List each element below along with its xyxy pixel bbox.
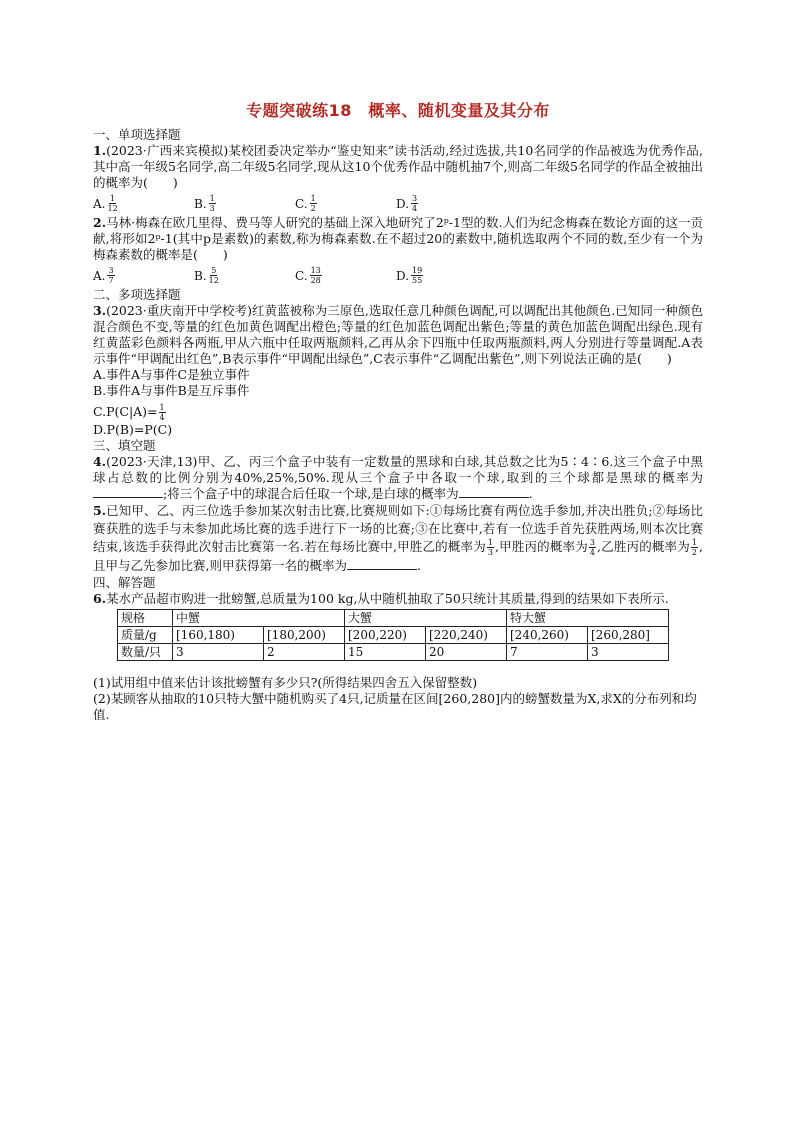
fraction: $\frac{1}{4}$ [159, 403, 165, 422]
crab-table [117, 609, 669, 661]
table-cell: 质量/g [118, 627, 173, 644]
question-number: 6. [93, 591, 107, 606]
option-d: D. $\frac{19}{55}$ [396, 266, 423, 285]
question-4: 4.(2023·天津,13)甲、乙、丙三个盒子中装有一定数量的黑球和白球,其总数之比为5∶4∶6.这三个盒子中黑球占总数的比例分别为40%,25%,50%.现从三个盒子中各取一个球,取到的三个球都是黑球的概率为;将三个盒子中的球混合后任取一个球,是白球的概率为 . [93, 454, 703, 501]
answer-blank[interactable] [347, 558, 417, 570]
question-text: 马林·梅森在欧几里得、费马等人研究的基础上深入地研究了2ᵖ-1型的数.人们为纪念梅森在数论方面的这一贡献,将形如2ᵖ-1(其中p是素数)的素数,称为梅森素数.在不超过20的素数中,随机选取两个不同的数,至少有一个为梅森素数的概率是( ) [93, 215, 703, 262]
answer-blank[interactable] [459, 486, 529, 498]
question-2-options [93, 266, 703, 285]
table-row [118, 610, 669, 627]
question-3 [93, 303, 703, 367]
option-b: B. $\frac{1}{3}$ [194, 194, 215, 213]
table-cell: [260,280] [588, 627, 669, 644]
option-a: A. $\frac{1}{12}$ [93, 194, 118, 213]
fraction: $\frac{1}{12}$ [107, 194, 118, 213]
fraction: $\frac{1}{2}$ [310, 194, 316, 213]
question-number: 5. [93, 503, 107, 518]
fraction: $\frac{19}{55}$ [412, 266, 423, 285]
fraction: $\frac{5}{12}$ [208, 266, 219, 285]
fraction: $\frac{1}{3}$ [209, 194, 215, 213]
table-cell: 7 [507, 644, 588, 661]
fraction: $\frac{3}{4}$ [589, 538, 595, 557]
question-text: (2023·广西来宾模拟)某校团委决定举办“鉴史知来”读书活动,经过选拔,共10名同学的作品被选为优秀作品,其中高一年级5名同学,高二年级5名同学,现从这10个优秀作品中随机抽7个,则高二年级5名同学的作品全被抽出的概率为( ) [93, 143, 703, 190]
option-a: A.事件A与事件C是独立事件 [93, 367, 250, 382]
fraction: $\frac{13}{28}$ [310, 266, 321, 285]
fraction: $\frac{1}{2}$ [691, 538, 698, 557]
page-title: 专题突破练18 概率、随机变量及其分布 [246, 101, 550, 120]
question-number: 4. [93, 454, 107, 469]
table-row [118, 644, 669, 661]
table-cell: 大蟹 [345, 610, 507, 627]
table-cell: [180,200) [264, 627, 345, 644]
option-c: C. $\frac{1}{2}$ [295, 194, 316, 213]
table-cell: [160,180) [173, 627, 264, 644]
table-cell: 规格 [118, 610, 173, 627]
question-1-options [93, 194, 703, 213]
table-cell: 3 [173, 644, 264, 661]
fraction: $\frac{3}{4}$ [412, 194, 418, 213]
option-d: D.P(B)=P(C) [93, 422, 173, 437]
section-answer: 四、解答题 [93, 575, 156, 590]
option-a: A. $\frac{3}{7}$ [93, 266, 114, 285]
question-number: 2. [93, 215, 107, 230]
table-cell: [220,240) [426, 627, 507, 644]
section-single-choice: 一、单项选择题 [93, 127, 181, 142]
table-cell: 数量/只 [118, 644, 173, 661]
table-cell: 3 [588, 644, 669, 661]
question-6 [93, 591, 703, 607]
option-c: C.P(C|A)= $\frac{1}{4}$ [93, 403, 165, 422]
question-5: 5.已知甲、乙、丙三位选手参加某次射击比赛,比赛规则如下:①每场比赛有两位选手参加,并决出胜负;②每场比赛获胜的选手与未参加此场比赛的选手进行下一场的比赛;③在比赛中,若有一位选手首先获胜两场,则本次比赛结束,该选手获得此次射击比赛第一名.若在每场比赛中,甲胜乙的概率为 $\frac{1}{3}$ ,甲胜丙的概率为 $\frac{3}{4}$ ,乙胜丙的概率为 $\frac{1}{2}$ ,且甲与乙先参加比赛,则甲获得第一名的概率为 . [93, 503, 703, 573]
worksheet [93, 98, 703, 723]
table-cell: [240,260) [507, 627, 588, 644]
question-number: 3. [93, 303, 107, 318]
question-1 [93, 143, 703, 191]
section-fill-blank: 三、填空题 [93, 438, 156, 453]
table-cell: 15 [345, 644, 426, 661]
table-row [118, 627, 669, 644]
option-b: B.事件A与事件B是互斥事件 [93, 383, 250, 398]
question-number: 1. [93, 143, 107, 158]
fraction: $\frac{3}{7}$ [108, 266, 114, 285]
option-b: B. $\frac{5}{12}$ [194, 266, 219, 285]
option-d: D. $\frac{3}{4}$ [396, 194, 418, 213]
question-2 [93, 215, 703, 263]
option-c: C. $\frac{13}{28}$ [295, 266, 321, 285]
table-cell: 20 [426, 644, 507, 661]
table-cell: 特大蟹 [507, 610, 669, 627]
sub-question-2: (2)某顾客从抽取的10只特大蟹中随机购买了4只,记质量在区间[260,280]内的螃蟹数量为X,求X的分布列和均值. [93, 691, 697, 722]
table-cell: 2 [264, 644, 345, 661]
sub-question-1: (1)试用组中值来估计该批螃蟹有多少只?(所得结果四舍五入保留整数) [93, 675, 478, 690]
fraction: $\frac{1}{3}$ [487, 538, 493, 557]
answer-blank[interactable] [93, 486, 163, 498]
table-cell: [200,220) [345, 627, 426, 644]
question-text: 某水产品超市购进一批螃蟹,总质量为100 kg,从中随机抽取了50只统计其质量,得到的结果如下表所示. [106, 591, 669, 606]
question-text: (2023·重庆南开中学校考)红黄蓝被称为三原色,选取任意几种颜色调配,可以调配出其他颜色.已知同一种颜色混合颜色不变,等量的红色加黄色调配出橙色;等量的红色加蓝色调配出紫色;等量的黄色加蓝色调配出绿色.现有红黄蓝彩色颜料各两瓶,甲从六瓶中任取两瓶颜料,乙再从余下四瓶中任取两瓶颜料,两人分别进行等量调配.A表示事件“甲调配出红色”,B表示事件“甲调配出绿色”,C表示事件“乙调配出紫色”,则下列说法正确的是( ) [93, 303, 703, 366]
table-cell: 中蟹 [173, 610, 345, 627]
section-multiple-choice: 二、多项选择题 [93, 287, 181, 302]
